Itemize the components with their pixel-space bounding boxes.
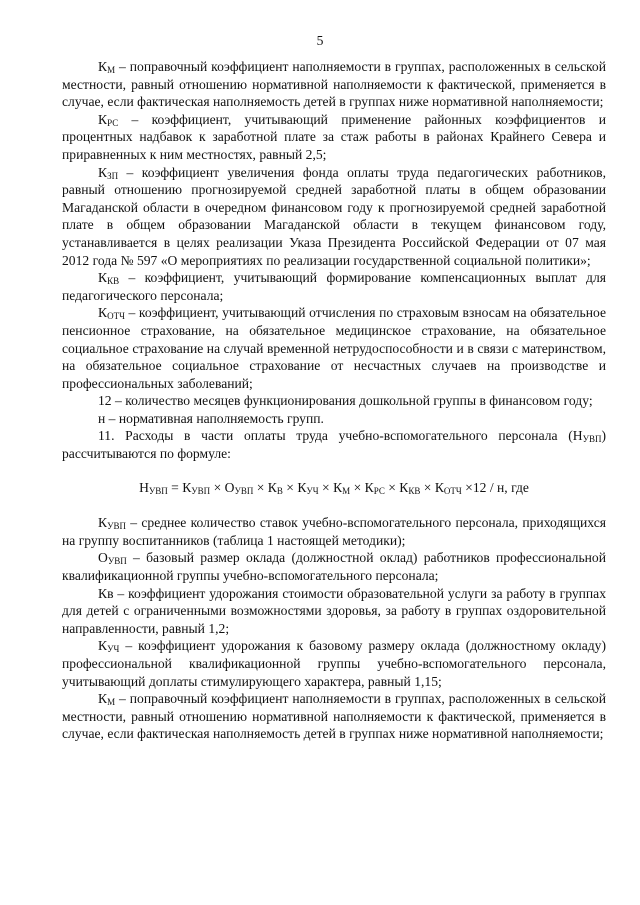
subscript: УВП [107, 556, 127, 567]
formula-nuvp: $Н_{УВП} = К_{УВП} \times О_{УВП} \times К_В \times К_{УЧ} \times К_М \times К_{РС} \times К_{КВ} \times К_{ОТЧ} \times 12 / н$, где [139, 479, 529, 496]
subscript: РС [373, 485, 385, 496]
subscript: М [107, 697, 116, 708]
subscript: КВ [107, 276, 120, 287]
definition-km: $К_М$ – поправочный коэффициент наполняемости в группах, расположенных в сельской местности, равный отношению нормативной наполняемости к фактической, применяется в случае, если фактическая наполняемость детей в группах ниже нормативной наполняемости; [62, 691, 606, 742]
paragraph-kotch: $К_{ОТЧ}$ – коэффициент, учитывающий отчисления по страховым взносам на обязательное пенсионное страхование, на обязательное медицинское страхование, на обязательное социальное страхование на случай временной нетрудоспособности и в связи с материнством, на обязательное социальное страхование от несчастных случаев на производстве и профессиональных заболеваний; [62, 305, 606, 391]
definition-kuvp: $К_{УВП}$ – среднее количество ставок учебно-вспомогательного персонала, приходящихся на группу воспитанников (таблица 1 настоящей методики); [62, 515, 606, 548]
paragraph-norm-occupancy: н – нормативная наполняемость групп. [98, 410, 324, 426]
paragraph-krs: $К_{РС}$ – коэффициент, учитывающий применение районных коэффициентов и процентных надбавок к заработной плате за стаж работы в районах Крайнего Севера и приравненных к ним местностях, равный 2,5; [62, 111, 606, 162]
coefficient-list-continued [62, 58, 606, 463]
subscript: КВ [408, 485, 421, 496]
subscript: РС [107, 117, 119, 128]
subscript: ОТЧ [443, 485, 462, 496]
subscript: ЗП [107, 170, 119, 181]
subscript: УЧ [306, 485, 319, 496]
subscript: УВП [107, 521, 126, 532]
definition-ouvp: $О_{УВП}$ – базовый размер оклада (должностной оклад) работников профессиональной квалификационной группы учебно-вспомогательного персонала; [62, 550, 606, 584]
formula-definitions [62, 514, 606, 743]
definition-kv: Кв – коэффициент удорожания стоимости образовательной услуги за работу в группах для детей с ограниченными возможностями здоровья, за работу в группах оздоровительной направленности, равный 1,2; [62, 585, 606, 636]
page-number: 5 [316, 33, 324, 48]
subscript: УВП [582, 434, 602, 445]
subscript: М [107, 65, 116, 75]
subscript: УВП [191, 485, 211, 496]
paragraph-months: 12 – количество месяцев функционирования дошкольной группы в финансовом году; [98, 393, 593, 409]
subscript: УВП [234, 485, 254, 496]
subscript: М [342, 485, 351, 496]
definition-kuch: $К_{УЧ}$ – коэффициент удорожания к базовому размеру оклада (должностному окладу) профессиональной квалификационной группы учебно-вспомогательного персонала, учитывающий доплаты стимулирующего характера, равный 1,15; [62, 638, 606, 689]
subscript: В [276, 485, 283, 496]
paragraph-km: $К_М$ – поправочный коэффициент наполняемости в группах, расположенных в сельской местности, равный отношению нормативной наполняемости к фактической, применяется в случае, если фактическая наполняемость детей в группах ниже нормативной наполняемости; [62, 59, 606, 110]
subscript: УЧ [107, 644, 120, 655]
paragraph-kkv: $К_{КВ}$ – коэффициент, учитывающий формирование компенсационных выплат для педагогического персонала; [62, 270, 606, 303]
paragraph-section-11: 11. Расходы в части оплаты труда учебно-вспомогательного персонала $(Н_{УВП})$ рассчитываются по формуле: [62, 428, 606, 462]
subscript: УВП [148, 485, 168, 496]
paragraph-kzp: $К_{ЗП}$ – коэффициент увеличения фонда оплаты труда педагогических работников, равный отношению прогнозируемой средней заработной платы в общем образовании Магаданской области в очередном финансовом году к прогнозируемой средней заработной плате в общем образовании Магаданской области в текущем финансовом году, устанавливается в целях реализации Указа Президента Российской Федерации от 07 мая 2012 года № 597 «О мероприятиях по реализации государственной социальной политики»; [62, 164, 606, 268]
subscript: ОТЧ [107, 311, 125, 322]
